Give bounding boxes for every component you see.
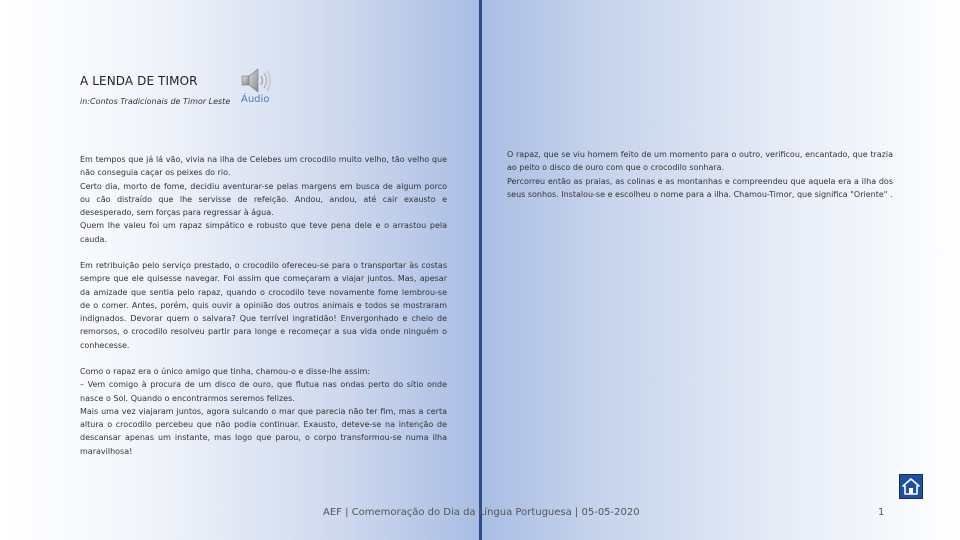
story-paragraph-2: Em retribuição pelo serviço prestado, o crocodilo ofereceu-se para o transportar às costas sempre que ele quisesse navegar. Foi assim que começaram a viajar juntos. Mas, apesar da amizade que sentia pelo rapaz, quando o crocodilo teve novamente fome lembrou-se de o comer. Antes, porém, quis ouvir a opinião dos outros animais e todos se mostraram indignados. Devorar quem o salvara? Que terrível ingratidão! Envergonhado e cheio de remorsos, o crocodilo resolveu partir para longe e recomeçar a sua vida onde ninguém o conhecesse. [80, 261, 447, 350]
home-icon [900, 475, 922, 498]
story-paragraph-3: Como o rapaz era o único amigo que tinha, chamou-o e disse-lhe assim: – Vem comigo à procura de um disco de ouro, que flutua nas ondas perto do sítio onde nasce o Sol. Quando o encontrarmos seremos felizes. Mais uma vez viajaram juntos, agora sulcando o mar que parecia não ter fim, mas a certa altura o crocodilo percebeu que não podia continuar. Exausto, deteve-se na intenção de descansar apenas um instante, mas logo que parou, o corpo transformou-se numa ilha maravilhosa! [80, 367, 447, 456]
page-number: 1 [878, 507, 885, 518]
story-source: in:Contos Tradicionais de Timor Leste [80, 97, 231, 106]
footer-text: AEF | Comemoração do Dia da Língua Portuguesa | 05-05-2020 [323, 507, 640, 518]
story-paragraph-1: Em tempos que já lá vão, vivia na ilha de Celebes um crocodilo muito velho, tão velho que não conseguia caçar os peixes do rio. Certo dia, morto de fome, decidiu aventurar-se pelas margens em busca de algum porco ou cão distraído que lhe servisse de refeição. Andou, andou, até cair exausto e desesperado, sem forças para regressar à água. Quem lhe valeu foi um rapaz simpático e robusto que teve pena dele e o arrastou pela cauda. [80, 155, 447, 244]
speaker-icon [240, 66, 274, 96]
home-button[interactable] [899, 474, 923, 499]
right-page [480, 0, 960, 540]
story-paragraph-4: O rapaz, que se viu homem feito de um momento para o outro, verificou, encantado, que trazia ao peito o disco de ouro com que o crocodilo sonhara. Percorreu então as praias, as colinas e as montanhas e compreendeu que aquela era a ilha dos seus sonhos. Instalou-se e escolheu o nome para a ilha. Chamou-Timor, que significa "Oriente" . [507, 150, 893, 199]
story-title: A LENDA DE TIMOR [80, 74, 198, 88]
book-spine [479, 0, 482, 540]
audio-label[interactable]: Áudio [241, 94, 270, 105]
